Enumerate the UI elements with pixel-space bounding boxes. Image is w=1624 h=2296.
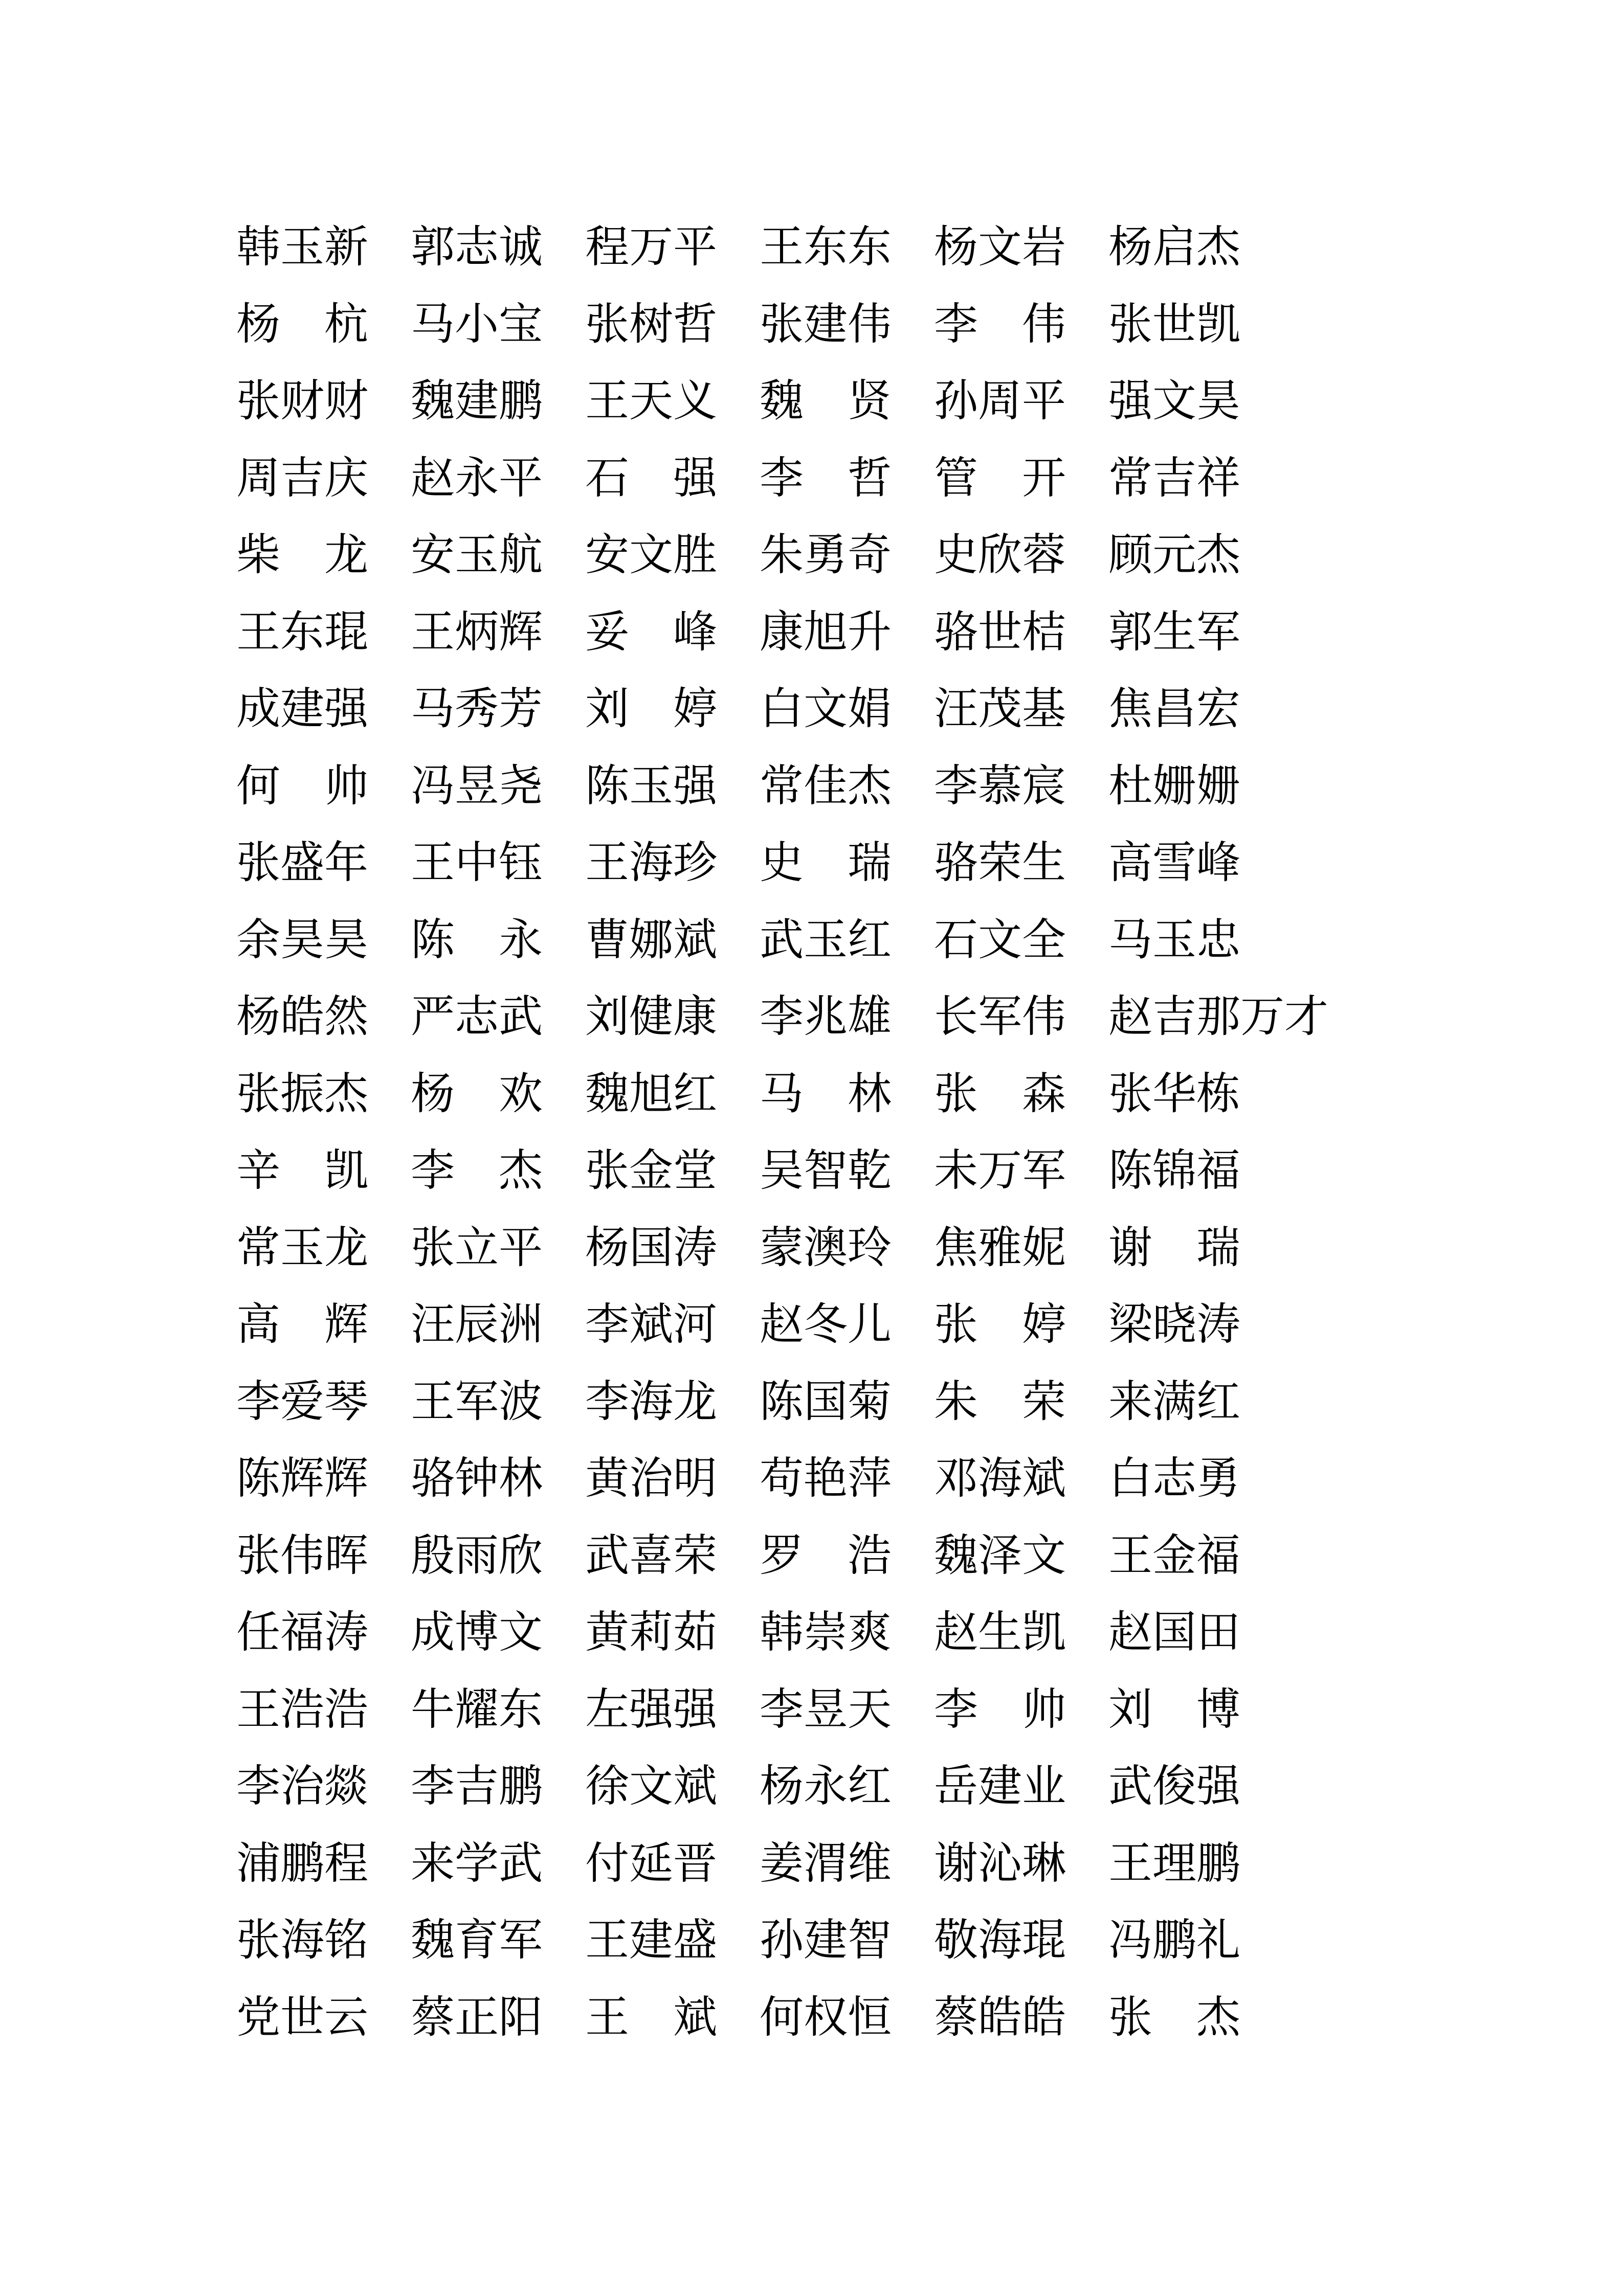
person-name: 李海龙 [585, 1377, 717, 1426]
person-name: 李 帅 [934, 1684, 1066, 1734]
person-name: 王金福 [1108, 1530, 1240, 1580]
person-name: 韩玉新 [236, 222, 368, 272]
person-name: 常玉龙 [236, 1223, 368, 1272]
person-name: 朱勇奇 [760, 530, 892, 579]
person-name: 张 森 [934, 1069, 1066, 1118]
person-name: 李吉鹏 [411, 1762, 543, 1811]
person-name: 王建盛 [585, 1916, 717, 1965]
person-name: 李昱天 [760, 1684, 892, 1734]
person-name: 来满红 [1108, 1377, 1240, 1426]
person-name: 郭志诚 [411, 222, 543, 272]
person-name: 武玉红 [760, 915, 892, 964]
person-name: 赵冬儿 [760, 1300, 892, 1349]
roster-row [236, 670, 1240, 748]
person-name: 马秀芳 [411, 684, 543, 733]
person-name: 张世凯 [1108, 299, 1240, 349]
person-name: 陈国菊 [760, 1377, 892, 1426]
person-name: 张财财 [236, 376, 368, 425]
person-name: 孙周平 [934, 376, 1066, 425]
person-name: 朱 荣 [934, 1377, 1066, 1426]
person-name: 成博文 [411, 1608, 543, 1657]
person-name: 孙建智 [760, 1916, 892, 1965]
person-name: 杨永红 [760, 1762, 892, 1811]
person-name: 岳建业 [934, 1762, 1066, 1811]
person-name: 杨 杭 [236, 299, 368, 349]
person-name: 汪茂基 [934, 684, 1066, 733]
person-name: 刘 博 [1108, 1684, 1240, 1734]
person-name: 长军伟 [934, 992, 1066, 1041]
person-name: 冯昱尧 [411, 761, 543, 811]
person-name: 张华栋 [1108, 1069, 1240, 1118]
person-name: 魏旭红 [585, 1069, 717, 1118]
person-name: 张 婷 [934, 1300, 1066, 1349]
person-name: 白志勇 [1108, 1454, 1240, 1503]
roster-row [236, 1671, 1240, 1748]
person-name: 辛 凯 [236, 1146, 368, 1195]
roster-row [236, 440, 1240, 517]
person-name: 魏育军 [411, 1916, 543, 1965]
person-name: 张振杰 [236, 1069, 368, 1118]
person-name: 刘 婷 [585, 684, 717, 733]
person-name: 姜渭维 [760, 1838, 892, 1888]
person-name: 邓海斌 [934, 1454, 1066, 1503]
person-name: 陈玉强 [585, 761, 717, 811]
person-name: 张海铭 [236, 1916, 368, 1965]
roster-row [236, 824, 1240, 902]
person-name: 张立平 [411, 1223, 543, 1272]
person-name: 蒙澳玲 [760, 1223, 892, 1272]
person-name: 蔡皓皓 [934, 1992, 1066, 2042]
person-name: 殷雨欣 [411, 1530, 543, 1580]
roster-row [236, 902, 1240, 979]
roster-row [236, 1825, 1240, 1902]
person-name: 谢 瑞 [1108, 1223, 1240, 1272]
roster-row [236, 516, 1240, 594]
person-name: 赵国田 [1108, 1608, 1240, 1657]
person-name: 杨文岩 [934, 222, 1066, 272]
person-name: 王理鹏 [1108, 1838, 1240, 1888]
person-name: 强文昊 [1108, 376, 1240, 425]
person-name: 骆荣生 [934, 838, 1066, 887]
person-name: 王浩浩 [236, 1684, 368, 1734]
person-name: 任福涛 [236, 1608, 368, 1657]
person-name: 李 杰 [411, 1146, 543, 1195]
roster-row [236, 286, 1240, 363]
person-name: 张建伟 [760, 299, 892, 349]
person-name: 王东东 [760, 222, 892, 272]
person-name: 郭生军 [1108, 607, 1240, 657]
person-name: 杜姗姗 [1108, 761, 1240, 811]
person-name: 安文胜 [585, 530, 717, 579]
person-name: 周吉庆 [236, 453, 368, 503]
person-name: 高 辉 [236, 1300, 368, 1349]
person-name: 杨 欢 [411, 1069, 543, 1118]
person-name: 李 哲 [760, 453, 892, 503]
person-name: 康旭升 [760, 607, 892, 657]
person-name: 汪辰洲 [411, 1300, 543, 1349]
roster-row [236, 1440, 1240, 1517]
person-name: 魏 贤 [760, 376, 892, 425]
person-name: 徐文斌 [585, 1762, 717, 1811]
roster-row [236, 1209, 1240, 1287]
person-name: 何 帅 [236, 761, 368, 811]
person-name: 曹娜斌 [585, 915, 717, 964]
person-name: 未万军 [934, 1146, 1066, 1195]
person-name: 妥 峰 [585, 607, 717, 657]
person-name: 苟艳萍 [760, 1454, 892, 1503]
person-name: 冯鹏礼 [1108, 1916, 1240, 1965]
person-name: 武喜荣 [585, 1530, 717, 1580]
roster-row [236, 978, 1328, 1055]
person-name: 付延晋 [585, 1838, 717, 1888]
person-name: 杨启杰 [1108, 222, 1240, 272]
person-name: 杨国涛 [585, 1223, 717, 1272]
person-name: 石文全 [934, 915, 1066, 964]
person-name: 浦鹏程 [236, 1838, 368, 1888]
person-name: 魏泽文 [934, 1530, 1066, 1580]
person-name: 骆钟林 [411, 1454, 543, 1503]
person-name: 焦昌宏 [1108, 684, 1240, 733]
person-name: 李爱琴 [236, 1377, 368, 1426]
person-name: 柴 龙 [236, 530, 368, 579]
roster-row [236, 1055, 1240, 1133]
person-name: 李兆雄 [760, 992, 892, 1041]
person-name: 张 杰 [1108, 1992, 1240, 2042]
person-name: 高雪峰 [1108, 838, 1240, 887]
person-name: 李 伟 [934, 299, 1066, 349]
person-name: 常吉祥 [1108, 453, 1240, 503]
person-name: 罗 浩 [760, 1530, 892, 1580]
person-name: 顾元杰 [1108, 530, 1240, 579]
roster-row [236, 1902, 1240, 1979]
roster-row [236, 363, 1240, 440]
roster-row [236, 1594, 1240, 1671]
person-name: 陈 永 [411, 915, 543, 964]
person-name: 梁晓涛 [1108, 1300, 1240, 1349]
person-name: 常佳杰 [760, 761, 892, 811]
person-name: 刘健康 [585, 992, 717, 1041]
person-name: 王军波 [411, 1377, 543, 1426]
person-name: 李治燚 [236, 1762, 368, 1811]
person-name: 王天义 [585, 376, 717, 425]
person-name: 黄治明 [585, 1454, 717, 1503]
person-name: 李斌河 [585, 1300, 717, 1349]
person-name: 王中钰 [411, 838, 543, 887]
roster-row [236, 1286, 1240, 1363]
roster-row [236, 1363, 1240, 1440]
person-name: 武俊强 [1108, 1762, 1240, 1811]
person-name: 赵生凯 [934, 1608, 1066, 1657]
person-name: 左强强 [585, 1684, 717, 1734]
roster-row [236, 748, 1240, 825]
person-name: 张伟晖 [236, 1530, 368, 1580]
roster-row [236, 209, 1240, 286]
person-name: 骆世桔 [934, 607, 1066, 657]
person-name: 杨皓然 [236, 992, 368, 1041]
person-name: 严志武 [411, 992, 543, 1041]
person-name: 马小宝 [411, 299, 543, 349]
person-name: 成建强 [236, 684, 368, 733]
person-name: 张树哲 [585, 299, 717, 349]
person-name: 韩崇爽 [760, 1608, 892, 1657]
person-name: 赵吉那万才 [1108, 992, 1328, 1041]
person-name: 石 强 [585, 453, 717, 503]
person-name: 余昊昊 [236, 915, 368, 964]
roster-row [236, 1979, 1240, 2056]
roster-row [236, 1748, 1240, 1825]
person-name: 魏建鹏 [411, 376, 543, 425]
person-name: 张金堂 [585, 1146, 717, 1195]
person-name: 史欣蓉 [934, 530, 1066, 579]
person-name: 吴智乾 [760, 1146, 892, 1195]
person-name: 安玉航 [411, 530, 543, 579]
person-name: 来学武 [411, 1838, 543, 1888]
person-name: 管 开 [934, 453, 1066, 503]
person-name: 张盛年 [236, 838, 368, 887]
person-name: 赵永平 [411, 453, 543, 503]
person-name: 马玉忠 [1108, 915, 1240, 964]
person-name: 王东琨 [236, 607, 368, 657]
person-name: 马 林 [760, 1069, 892, 1118]
person-name: 白文娟 [760, 684, 892, 733]
person-name: 黄莉茹 [585, 1608, 717, 1657]
person-name: 李慕宸 [934, 761, 1066, 811]
person-name: 史 瑞 [760, 838, 892, 887]
person-name: 陈锦福 [1108, 1146, 1240, 1195]
person-name: 陈辉辉 [236, 1454, 368, 1503]
person-name: 谢沁琳 [934, 1838, 1066, 1888]
person-name: 焦雅妮 [934, 1223, 1066, 1272]
name-roster [236, 209, 1328, 2056]
person-name: 程万平 [585, 222, 717, 272]
person-name: 王炳辉 [411, 607, 543, 657]
person-name: 党世云 [236, 1992, 368, 2042]
person-name: 王 斌 [585, 1992, 717, 2042]
roster-row [236, 594, 1240, 671]
person-name: 何权恒 [760, 1992, 892, 2042]
person-name: 敬海琨 [934, 1916, 1066, 1965]
person-name: 王海珍 [585, 838, 717, 887]
roster-row [236, 1132, 1240, 1209]
person-name: 牛耀东 [411, 1684, 543, 1734]
person-name: 蔡正阳 [411, 1992, 543, 2042]
roster-row [236, 1517, 1240, 1594]
